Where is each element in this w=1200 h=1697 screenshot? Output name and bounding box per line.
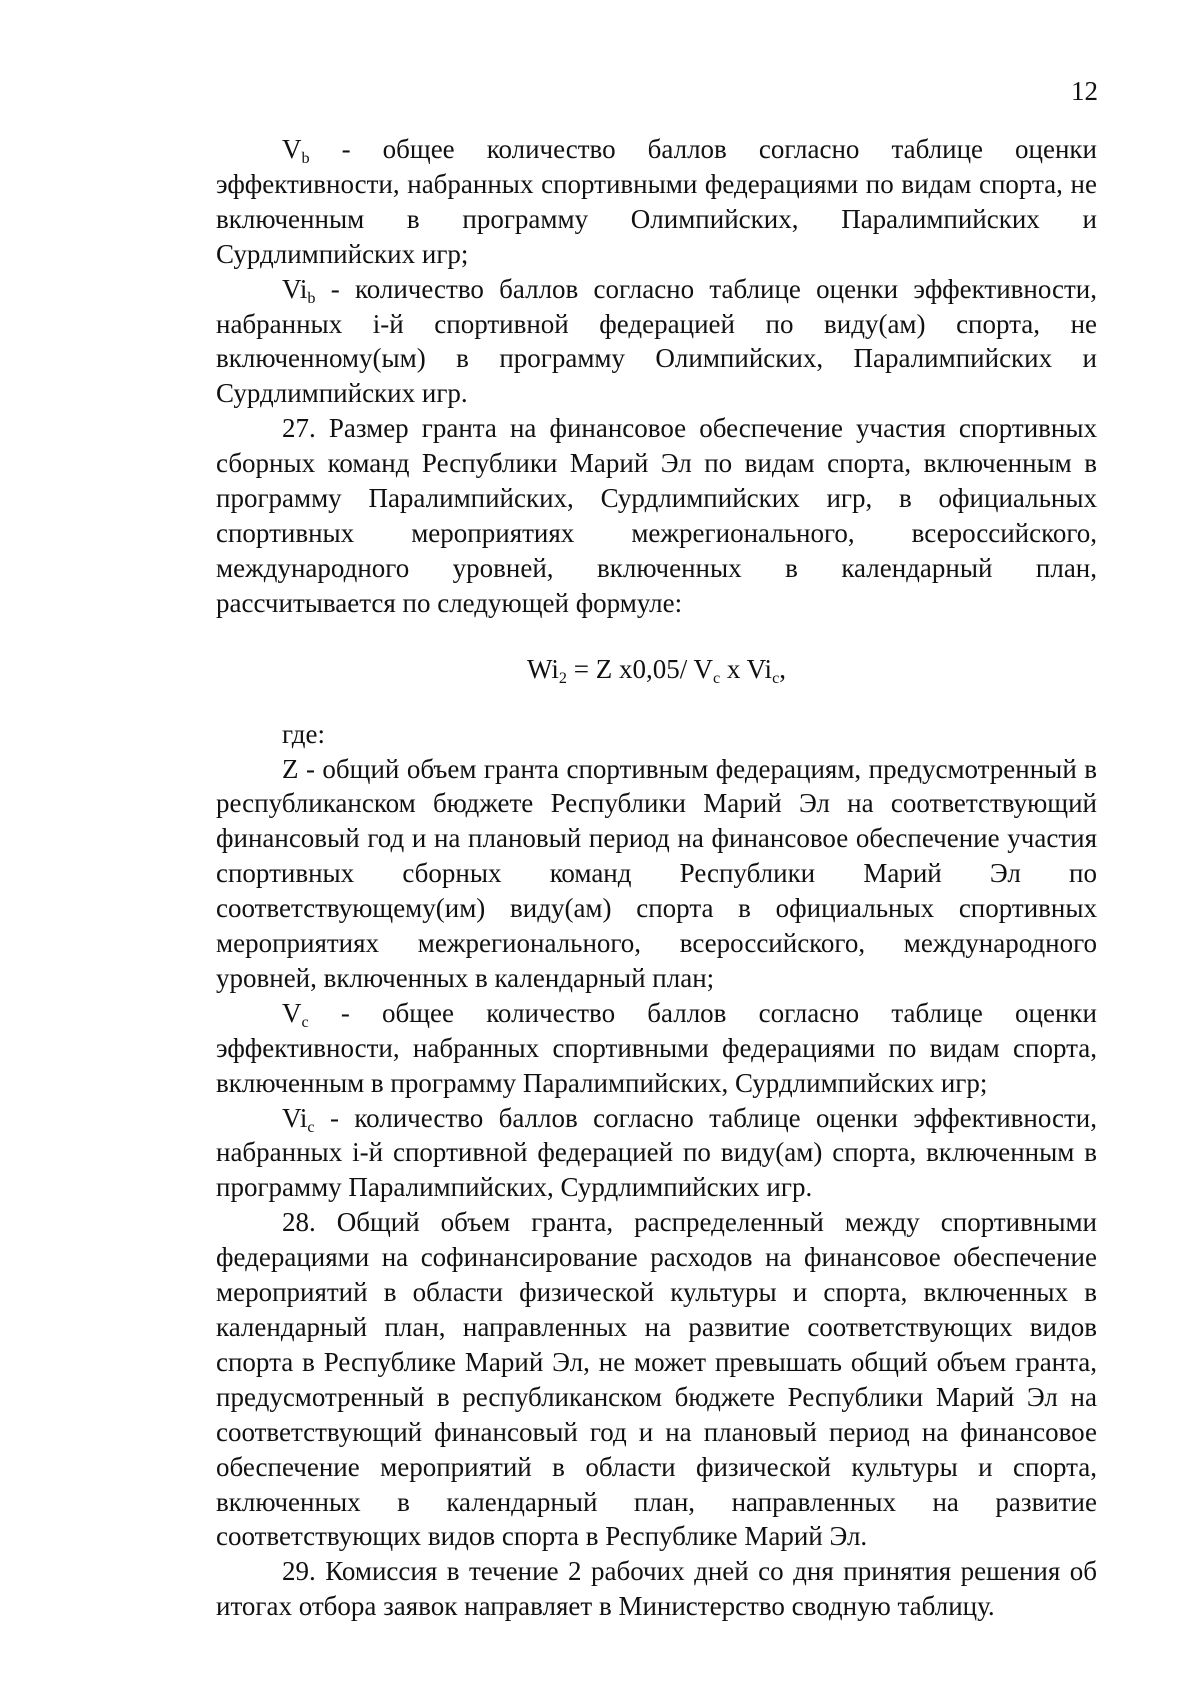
- paragraph-27: 27. Размер гранта на финансовое обеспечение участия спортивных сборных команд Республики Марий Эл по видам спорта, включенным в программу Паралимпийских, Сурдлимпийских игр, в официальных спортивных мероприятиях межрегионального, всероссийского, международного уровней, включенных в календарный план, рассчитывается по следующей формуле:: [216, 413, 1097, 618]
- definition-vc: [216, 996, 1097, 1101]
- symbol: V: [282, 997, 302, 1028]
- symbol-subscript: b: [301, 148, 310, 167]
- document-body: [216, 132, 1097, 1624]
- definition-text: - количество баллов согласно таблице оценки эффективности, набранных i-й спортивной федерацией по виду(ам) спорта, включенным в программу Паралимпийских, Сурдлимпийских игр.: [216, 1102, 1097, 1203]
- paragraph-29: 29. Комиссия в течение 2 рабочих дней со дня принятия решения об итогах отбора заявок направляет в Министерство сводную таблицу.: [216, 1556, 1097, 1622]
- definition-vib: [216, 272, 1097, 412]
- definition-z: [216, 752, 1097, 996]
- definition-text: - общее количество баллов согласно таблице оценки эффективности, набранных спортивными федерациями по видам спорта, включенным в программу Паралимпийских, Сурдлимпийских игр;: [216, 997, 1097, 1098]
- definition-vb: [216, 132, 1097, 272]
- definition-vic: [216, 1101, 1097, 1206]
- symbol: V: [282, 134, 302, 164]
- where-label: где:: [282, 718, 325, 749]
- definition-text: - общее количество баллов согласно таблице оценки эффективности, набранных спортивными федерациями по видам спорта, не включенным в программу Олимпийских, Паралимпийских и Сурдлимпийских игр;: [216, 134, 1097, 269]
- symbol: Z: [282, 753, 299, 784]
- symbol-subscript: c: [307, 1117, 315, 1136]
- paragraph-28: 28. Общий объем гранта, распределенный между спортивными федерациями на софинансирование расходов на финансовое обеспечение мероприятий в области физической культуры и спорта, включенных в календарный план, направленных на развитие соответствующих видов спорта в Республике Марий Эл, не может превышать общий объем гранта, предусмотренный в республиканском бюджете Республики Марий Эл на соответствующий финансовый год и на плановый период на финансовое обеспечение мероприятий в области физической культуры и спорта, включенных в календарный план, направленных на развитие соответствующих видов спорта в Республике Марий Эл.: [216, 1207, 1097, 1552]
- definition-text: - количество баллов согласно таблице оценки эффективности, набранных i-й спортивной федерацией по виду(ам) спорта, не включенному(ым) в программу Олимпийских, Паралимпийских и Сурдлимпийских игр.: [216, 273, 1097, 409]
- page-number: 12: [1071, 76, 1098, 106]
- definition-text: - общий объем гранта спортивным федерациям, предусмотренный в республиканском бюджете Республики Марий Эл на соответствующий финансовый год и на плановый период на финансовое обеспечение участия спортивных сборных команд Республики Марий Эл по соответствующему(им) виду(ам) спорта в официальных спортивных мероприятиях межрегионального, всероссийского, международного уровней, включенных в календарный план;: [216, 753, 1097, 993]
- symbol: Vi: [282, 1102, 308, 1133]
- symbol: Vi: [282, 273, 308, 304]
- symbol-subscript: c: [301, 1012, 309, 1031]
- formula: $Wi_2 = Z$ x0,05/ $V_c$ x $Vi_c$,: [527, 653, 786, 687]
- symbol-subscript: b: [307, 288, 316, 307]
